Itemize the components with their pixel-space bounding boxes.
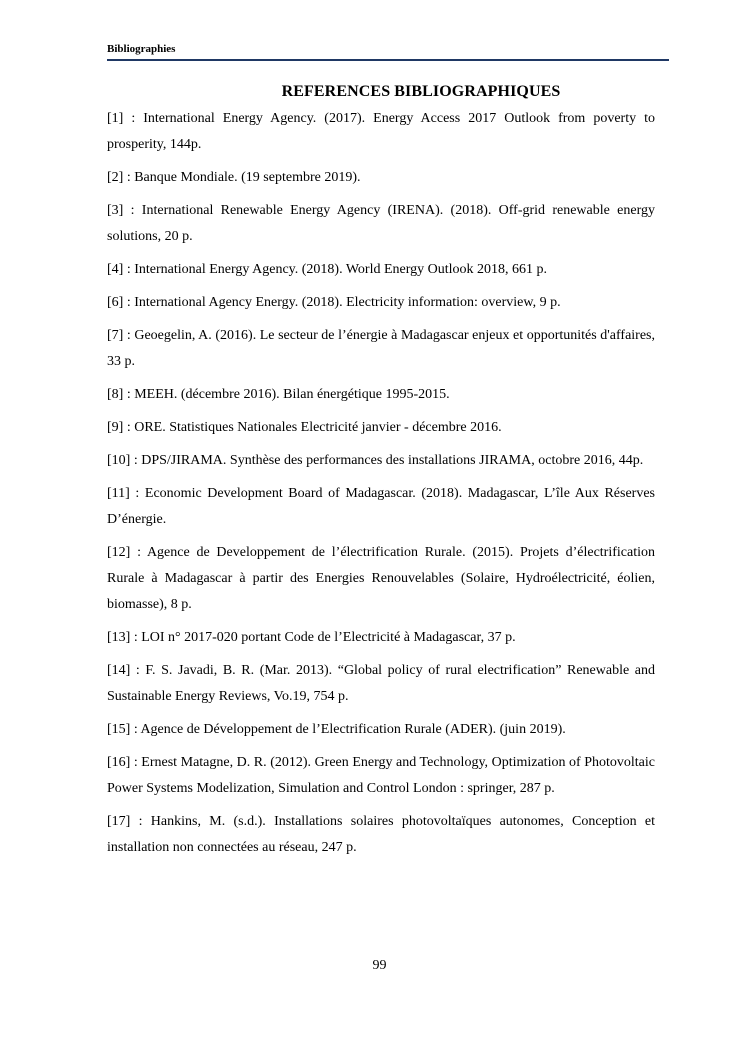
reference-item-16: [16] : Ernest Matagne, D. R. (2012). Green Energy and Technology, Optimization of Photovoltaic Power Systems Modelization, Simulation and Control London : springer, 287 p. <box>107 755 655 796</box>
running-header-title: Bibliographies <box>107 43 176 55</box>
reference-item-7: [7] : Geoegelin, A. (2016). Le secteur de l’énergie à Madagascar enjeux et opportunités d'affaires, 33 p. <box>107 328 655 369</box>
reference-item-6: [6] : International Agency Energy. (2018). Electricity information: overview, 9 p. <box>107 295 561 310</box>
reference-item-12: [12] : Agence de Developpement de l’électrification Rurale. (2015). Projets d’électrification Rurale à Madagascar à partir des Energies Renouvelables (Solaire, Hydroélectricité, éolien, biomasse), 8 p. <box>107 545 655 612</box>
header-divider <box>107 59 669 61</box>
running-header <box>107 42 669 62</box>
page-number: 99 <box>372 958 387 973</box>
reference-item-4: [4] : International Energy Agency. (2018). World Energy Outlook 2018, 661 p. <box>107 262 548 277</box>
reference-item-3: [3] : International Renewable Energy Agency (IRENA). (2018). Off-grid renewable energy solutions, 20 p. <box>107 203 655 244</box>
reference-item-17: [17] : Hankins, M. (s.d.). Installations solaires photovoltaïques autonomes, Conception et installation non connectées au réseau, 247 p. <box>107 814 655 855</box>
reference-list <box>107 106 655 868</box>
reference-item-14: [14] : F. S. Javadi, B. R. (Mar. 2013). “Global policy of rural electrification” Renewable and Sustainable Energy Reviews, Vo.19, 754 p. <box>107 663 655 704</box>
reference-item-1: [1] : International Energy Agency. (2017). Energy Access 2017 Outlook from poverty to prosperity, 144p. <box>107 111 655 152</box>
reference-item-10: [10] : DPS/JIRAMA. Synthèse des performances des installations JIRAMA, octobre 2016, 44p. <box>107 453 644 468</box>
reference-item-13: [13] : LOI n° 2017-020 portant Code de l’Electricité à Madagascar, 37 p. <box>107 630 516 645</box>
reference-item-2: [2] : Banque Mondiale. (19 septembre 2019). <box>107 170 361 185</box>
reference-item-15: [15] : Agence de Développement de l’Electrification Rurale (ADER). (juin 2019). <box>107 722 566 737</box>
page-title: REFERENCES BIBLIOGRAPHIQUES <box>281 82 561 100</box>
reference-item-8: [8] : MEEH. (décembre 2016). Bilan énergétique 1995-2015. <box>107 387 450 402</box>
reference-item-11: [11] : Economic Development Board of Madagascar. (2018). Madagascar, L’île Aux Réserves D’énergie. <box>107 486 655 527</box>
reference-item-9: [9] : ORE. Statistiques Nationales Electricité janvier - décembre 2016. <box>107 420 502 435</box>
